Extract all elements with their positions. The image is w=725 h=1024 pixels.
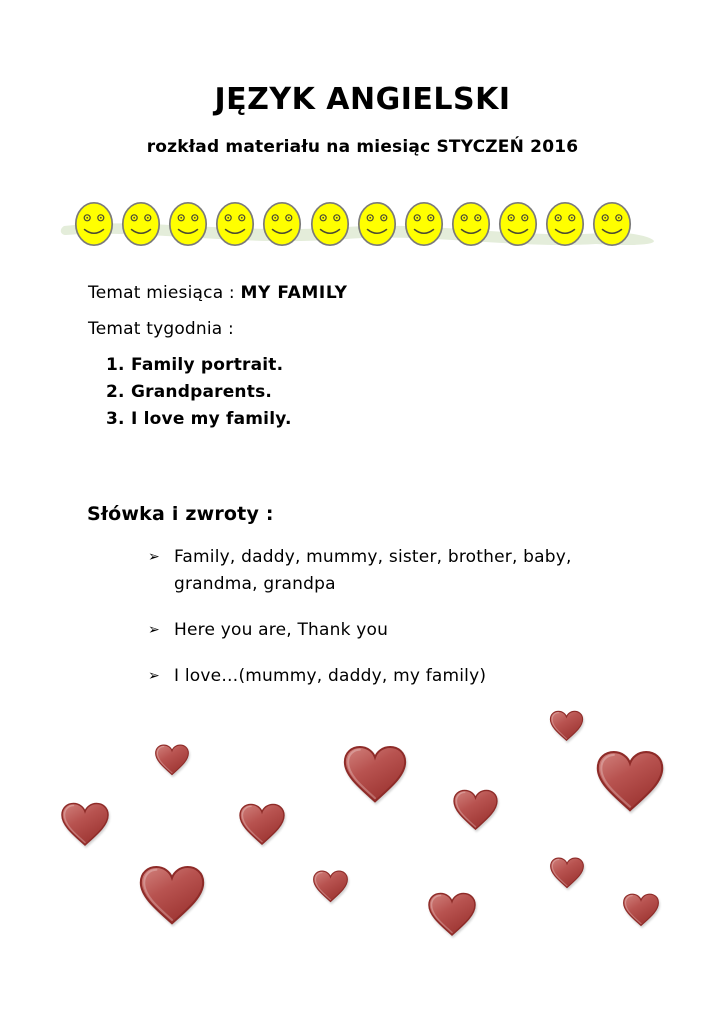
heart-icon: [452, 789, 499, 831]
smiley-icon: [592, 201, 632, 247]
smiley-icon: [74, 201, 114, 247]
list-item: [106, 379, 292, 406]
smiley-icon: [357, 201, 397, 247]
heart-icon: [549, 857, 585, 889]
list-item-text: I love…(mummy, daddy, my family): [174, 666, 487, 686]
vocab-section-header: Słówka i zwroty :: [87, 503, 274, 525]
smiley-icon: [451, 201, 491, 247]
heart-icon: [60, 802, 110, 847]
heart-icon: [312, 870, 349, 903]
smiley-icon: [310, 201, 350, 247]
month-topic-label: Temat miesiąca :: [88, 283, 241, 303]
heart-icon: [238, 803, 286, 846]
list-item-text: I love my family.: [131, 409, 292, 429]
month-topic-value: MY FAMILY: [240, 283, 348, 303]
heart-icon: [595, 750, 665, 813]
heart-icon: [622, 893, 660, 927]
list-item-number: 1.: [106, 355, 125, 375]
smiley-icon: [215, 201, 255, 247]
list-item: [148, 617, 626, 644]
list-item-number: 2.: [106, 382, 125, 402]
week-topics-list: [106, 352, 292, 433]
smiley-icon: [545, 201, 585, 247]
list-item-text: Family portrait.: [131, 355, 284, 375]
smiley-icon: [121, 201, 161, 247]
arrow-bullet-icon: ➢: [148, 668, 160, 684]
smiley-icon: [498, 201, 538, 247]
list-item: [106, 352, 292, 379]
arrow-bullet-icon: ➢: [148, 622, 160, 638]
smiley-icon: [404, 201, 444, 247]
list-item: [106, 406, 292, 433]
list-item-number: 3.: [106, 409, 125, 429]
heart-icon: [154, 744, 190, 776]
heart-icon: [138, 865, 206, 926]
document-subtitle: rozkład materiału na miesiąc STYCZEŃ 2016: [146, 137, 579, 157]
heart-icon: [427, 892, 477, 937]
arrow-bullet-icon: ➢: [148, 549, 160, 565]
smiley-icon: [168, 201, 208, 247]
list-item-text: Grandparents.: [131, 382, 273, 402]
heart-icon: [342, 745, 408, 804]
heart-icon: [549, 710, 584, 742]
week-topic-label: Temat tygodnia :: [88, 319, 234, 339]
list-item-text: Family, daddy, mummy, sister, brother, baby, grandma, grandpa: [174, 547, 572, 594]
list-item: [148, 544, 626, 598]
vocab-list: [148, 544, 626, 709]
smiley-icon: [262, 201, 302, 247]
smiley-row: [54, 199, 669, 253]
list-item: [148, 663, 626, 690]
document-title: JĘZYK ANGIELSKI: [214, 82, 511, 117]
list-item-text: Here you are, Thank you: [174, 620, 389, 640]
month-topic-line: [88, 283, 348, 303]
